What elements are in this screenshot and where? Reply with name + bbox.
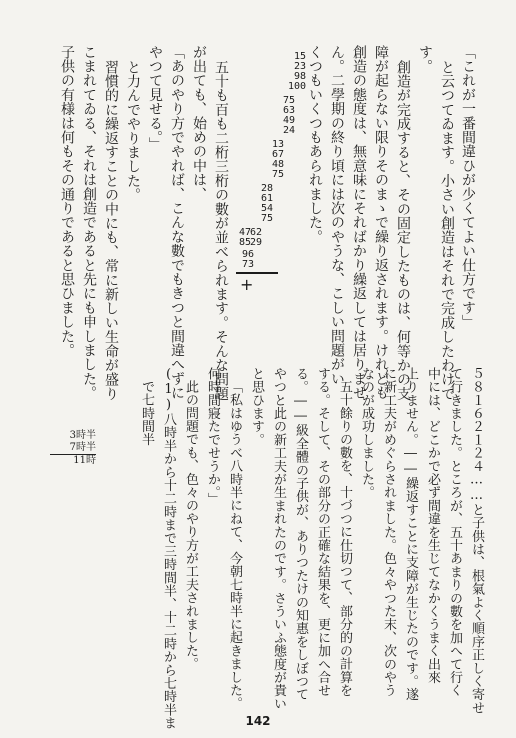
- text-line: 障が起らない限りそのまゝで繰り返されます。けれども: [373, 45, 389, 400]
- text-line: こまれてゐる、それは創造であると先にも申しました。: [81, 45, 97, 400]
- text-line: 習慣的に繰返すことの中にも、常に新しい生命が盛り: [103, 60, 119, 401]
- calc-whole: 7: [69, 442, 76, 453]
- number: 63: [282, 105, 295, 116]
- text-line: 何時間寢たでせうか。」: [205, 367, 220, 506]
- text-line: す。: [417, 45, 433, 74]
- number: 85: [238, 237, 251, 248]
- number: 28: [260, 183, 273, 194]
- text-line: 「あのやり方でやれば、こんな數でもきつと間違へずに: [169, 45, 185, 400]
- text-line: くつもいくつもあられました。: [307, 45, 323, 244]
- calc-unit: 時: [86, 455, 96, 466]
- text-line: 上りません。――繰返すことに支障が生じたのです。遂: [403, 367, 418, 701]
- text-line: で七時間半: [139, 380, 154, 446]
- number-column: [275, 96, 295, 136]
- text-line: 此の問題でも、色々のやり方が工夫されました。: [183, 380, 198, 671]
- page-number: 142: [245, 714, 271, 728]
- text-line: なのが成功しました。: [359, 367, 374, 499]
- text-line: (1)八時半から十二時まで三時間半、十二時から七時半ま: [161, 367, 176, 730]
- number-column: [286, 52, 306, 92]
- text-line: が出ても、始めの中は、: [191, 45, 207, 202]
- number-column: [234, 250, 254, 270]
- calc-unit: 時半: [76, 442, 96, 453]
- text-line: 「これが一番間違ひが少くてよい仕方です」: [460, 45, 476, 329]
- number: 75: [282, 95, 295, 106]
- number: 48: [271, 159, 284, 170]
- calc-row: [50, 455, 96, 467]
- number: 67: [271, 149, 284, 160]
- calc-whole: 3: [69, 430, 76, 441]
- text-line: と力んでやりました。: [125, 60, 141, 202]
- number: 98: [293, 71, 306, 82]
- number: 54: [260, 203, 273, 214]
- text-line: 創造が完成すると、その固定したものは、何等かの支: [395, 60, 411, 401]
- number: 49: [282, 115, 295, 126]
- number-column: [231, 228, 251, 248]
- calc-unit: 時半: [76, 430, 96, 441]
- number: 23: [293, 61, 306, 72]
- text-line: と思ひます。: [249, 367, 264, 447]
- calc-whole: 11: [73, 455, 86, 466]
- text-line: と云つてゐます。小さい創造はそれで完成したわけで: [439, 60, 455, 401]
- number: 96: [241, 249, 254, 260]
- number: 100: [287, 81, 306, 92]
- number: 75: [260, 213, 273, 224]
- number-table: [234, 51, 306, 252]
- text-line: 子供の有様は何もその通りであると思ひました。: [59, 45, 75, 358]
- text-line: やつと此の新工夫が生まれたのです。さういふ態度が貴い: [271, 367, 286, 711]
- text-line: 「私はゆうべ八時半にねて、今朝七時半に起きました。: [227, 380, 242, 710]
- sum-line: [236, 272, 278, 274]
- plus-sign: +: [240, 275, 254, 294]
- text-line: る。――級全體の子供が、ありつたけの知惠をしぼつて: [293, 367, 308, 701]
- number: 15: [293, 51, 306, 62]
- text-line: に新工夫がめぐらされました。色々やつた末、次のやう: [381, 367, 396, 697]
- number: 75: [271, 169, 284, 180]
- text-line: 五十も百も二桁三桁の數が並べられます。そんな問題: [213, 60, 229, 401]
- calc-row: [50, 442, 96, 455]
- text-line: する。そして、その部分の正確な結果を、更に加へ合せ: [315, 367, 330, 697]
- number: 29: [249, 237, 262, 248]
- number: 73: [241, 259, 254, 270]
- text-line: やつて見せる。」: [147, 45, 163, 152]
- number-column: [253, 184, 273, 224]
- number: 62: [249, 227, 262, 238]
- number-column: [264, 140, 284, 180]
- text-line: ５８１６２１２４……と子供は、根氣よく順序正しく寄せ: [469, 367, 484, 715]
- text-line: 中には、どこかで必ず間違を生じてなかくうまく出來: [425, 367, 440, 684]
- time-calculation: [50, 430, 96, 467]
- number: 13: [271, 139, 284, 150]
- text-line: て行きました。ところが、五十あまりの數を加へて行く: [447, 367, 462, 697]
- number: 24: [282, 125, 295, 136]
- number: 61: [260, 193, 273, 204]
- calc-row: [50, 430, 96, 442]
- text-line: 五十餘りの數を、十づつに仕切つて、部分的の計算を: [337, 380, 352, 697]
- number: 47: [238, 227, 251, 238]
- text-line: 創造の態度は、無意味にそればかり繰返しては居りませ: [351, 45, 367, 400]
- text-line: ん。二學期の終り頃には次のやうな、こしい問題がい: [329, 45, 345, 386]
